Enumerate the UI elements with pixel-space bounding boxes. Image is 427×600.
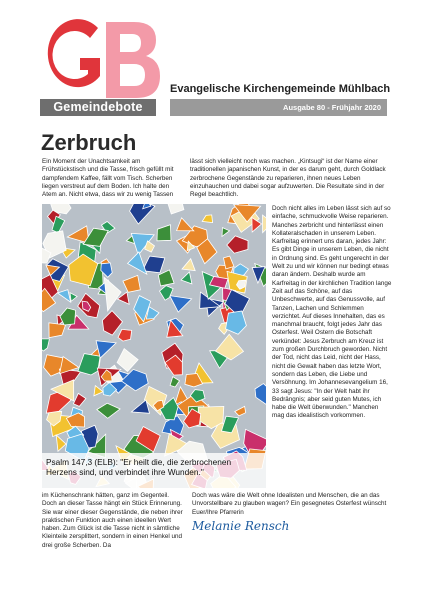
bible-quote: Psalm 147,3 (ELB): "Er heilt die, die zerbrochenen Herzens sind, und verbindet ihre Wunden." [46, 457, 232, 477]
logo-band: Gemeindebote [40, 99, 156, 116]
article-column-middle: lässt sich vielleicht noch was machen. „Kintsugi“ ist der Name einer traditionellen japanischen Kunst, in der es darum geht, durch Goldlack zerbrochene Gegenstände zu reparieren, ihnen neues Leben einzuhauchen und dabei sogar aufzuwerten. Die Resultate sind in der Regel beachtlich. [190, 158, 386, 199]
quote-box [42, 453, 266, 488]
article-column-left: Ein Moment der Unachtsamkeit am Frühstückstisch und die Tasse, frisch gefüllt mit dampfendem Kaffee, fällt vom Tisch. Scherben liegen verstreut auf dem Boden. Ich halte den Atem an. Nicht etwa, dass wir zu wenig Tassen [42, 158, 174, 199]
article-column-right: Doch nicht alles im Leben lässt sich auf so einfache, schmuckvolle Weise reparieren. Manches zerbricht und hinterlässt einen Kollateralschaden in unserem Leben. Karfreitag erinnert uns daran, jedes Jahr: Es gibt Dinge in unserem Leben, die nicht in Ordnung sind. Es geht ungerecht in der Welt zu und wir können nur bedingt etwas daran ändern. Deshalb wurde am Karfreitag in der kirchlichen Tradition lange Zeit auf das Schöne, auf das Unbeschwerte, auf das Genussvolle, auf Tanzen, Lachen und Schlemmen verzichtet. Auf dieses Innehalten, das es manchmal braucht, folgt jedes Jahr das Osterfest. Weil Ostern die Botschaft verkündet: Jesus Zerbruch am Kreuz ist zum großen Durchbruch geworden. Nicht der Tod, nicht das Leid, nicht der Hass, nicht die Gewalt haben das letzte Wort, sondern das Leben, die Liebe und Versöhnung. Im Johannesevangelium 16, 33 sagt Jesus: "In der Welt habt ihr Bedrängnis; aber seid guten Mutes, ich habe die Welt überwunden." Manchen mag das idealistisch vorkommen. [272, 205, 392, 420]
issue-bar [170, 99, 387, 116]
logo-letters [40, 14, 162, 100]
article-column-bottom-left: im Küchenschrank hätten, ganz im Gegenteil. Doch an dieser Tasse hängt ein Stück Erinnerung. Sie war einer dieser Gegenstände, die neben ihrer praktischen Funktion auch einen ideellen Wert haben. Zum Glück ist die Tasse nicht in sämtliche Kleinteile zersplittert, sondern in einen Henkel und drei große Scherben. Da [42, 492, 183, 549]
article-column-bottom-middle: Doch was wäre die Welt ohne Idealisten und Menschen, die an das Unvorstellbare zu glauben wagen? Ein gesegnetes Osterfest wünscht Euer/Ihre Pfarrerin [192, 492, 387, 516]
signature: Melanie Rensch [192, 519, 290, 533]
organization-name: Evangelische Kirchengemeinde Mühlbach [170, 83, 391, 95]
broken-pottery-photo [42, 204, 266, 488]
issue-label: Ausgabe 80 - Frühjahr 2020 [283, 103, 381, 112]
pottery-shards-image [42, 204, 266, 488]
pottery-shard [263, 215, 267, 233]
article-title: Zerbruch [41, 130, 137, 155]
